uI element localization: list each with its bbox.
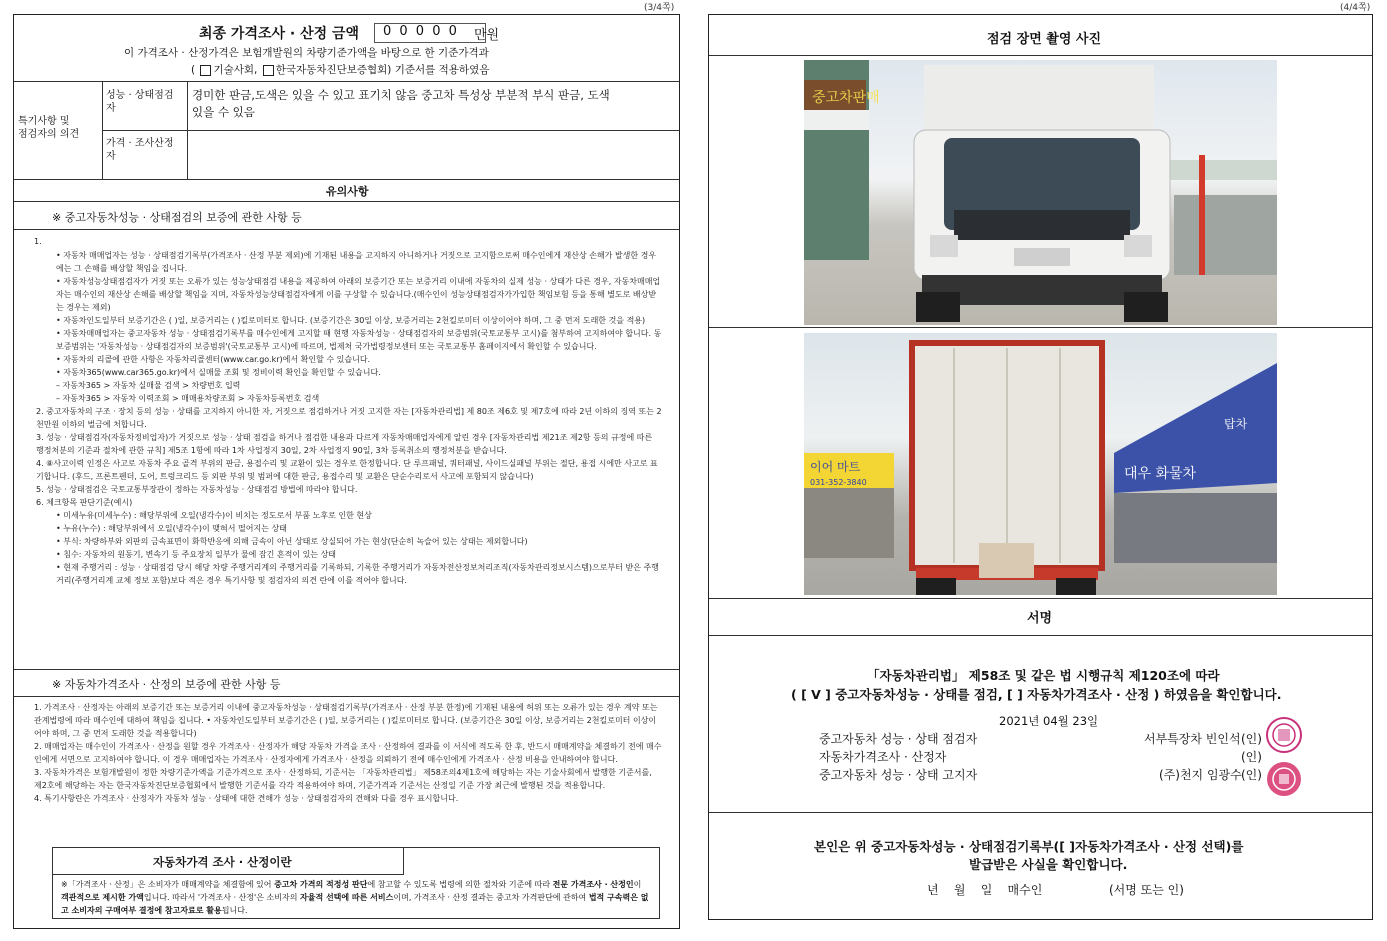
list-item: 1.	[34, 237, 42, 246]
left-page	[13, 14, 680, 929]
notice-title: 유의사항	[326, 185, 369, 198]
page-number-left: (3/4쪽)	[644, 3, 675, 13]
front-photo-svg	[804, 60, 1277, 325]
appraiser-opinion[interactable]	[192, 137, 672, 175]
list-item: • 자동차성능상태점검자가 거짓 또는 오류가 있는 성능상태점검 내용을 제공하여 아래의 보증기간 또는 보증거리 이내에 자동차의 실제 성능 · 상태가 다른 경우, 자동차매매업자는 매수인의 재산상 손해를 배상할 책임을 지며, 자동차성능상태점검자에게 이를 구상할 수 있습니다.(매수인이 성능상태점검자가가입한 책임보험 등을 통해 별도로 배상받는 경우는 제외)	[56, 277, 661, 312]
final-amount-label: 최종 가격조사 · 산정 금액	[199, 26, 360, 42]
list-item: 4. ⑧사고이력 인정은 사고로 자동차 주요 골격 부위의 판금, 용접수리 및 교환이 있는 경우로 한정합니다. 단 루프패널, 쿼터패널, 사이드실패널 부위는 절단, 용접 시에만 사고로 표기합니다. (후드, 프론트펜더, 도어, 트렁크리드 등 외판 부위 및 범퍼에 대한 판금, 용접수리 및 교환은 단순수리로서 사고에 포함되지 않습니다)	[36, 459, 658, 481]
appraisal-info-box	[52, 847, 660, 919]
list-item: 3. 성능 · 상태점검자(자동차정비업자)가 거짓으로 성능 · 상태 점검을 하거나 점검한 내용과 다르게 자동차매매업자에게 알린 경우 [자동차관리법 제21조 제2항 등의 규정에 따른 행정처분의 기준과 절차에 관한 규칙] 제5조 1항에 따라 1차 사업정지 30일, 2차 사업정지 90일, 3차 등록취소의 행정처분을 받습니다.	[36, 433, 653, 455]
checkbox-technician-society[interactable]	[200, 65, 211, 76]
role-notifier: 중고자동차 성능 · 상태 고지자	[819, 768, 978, 782]
rear-sign-1: 이어 마트	[810, 460, 861, 474]
final-amount-value: 0 0 0 0 0	[383, 24, 459, 39]
section2-list	[34, 701, 662, 805]
list-item: 5. 성능 · 상태점검은 국토교통부장관이 정하는 자동차성능 · 상태점검 방법에 따라야 합니다.	[36, 485, 358, 494]
rear-sign-2: 031-352-3840	[810, 478, 867, 487]
buyer-signature[interactable]: (서명 또는 인)	[1109, 883, 1184, 897]
seal-notifier[interactable]: (인)	[1241, 768, 1262, 782]
list-item: • 자동차매매업자는 중고자동차 성능 · 상태점검기록부를 매수인에게 고지할 때 현행 자동차성능 · 상태점검자의 보증범위(국토교통부 고시)를 첨부하여 고지하여야 합니다. 동 보증범위는 '자동차성능 · 상태점검자의 보증범위'(국토교통부 고시)에 따르며, 법제처 국가법령정보센터 또는 국토교통부 홈페이지에서 확인할 수 있습니다.	[56, 329, 662, 351]
sign-date: 2021년 04월 23일	[999, 714, 1099, 728]
seal-stamp-icon	[1264, 759, 1304, 799]
list-item: • 자동차의 리콜에 관한 사항은 자동차리콜센터(www.car.go.kr)에서 확인할 수 있습니다.	[56, 355, 371, 364]
photo-section-title: 점검 장면 촬영 사진	[987, 32, 1102, 47]
rear-photo-svg	[804, 333, 1277, 595]
final-amount-unit: 만원	[474, 28, 500, 43]
appraisal-info-title-cell	[53, 848, 404, 875]
list-item: • 자동차365(www.car365.go.kr)에서 실매물 조회 및 정비이력 확인을 확인할 수 있습니다. – 자동차365 > 자동차 실매물 검색 > 차량번호 입력 – 자동차365 > 자동차 이력조회 > 매매용차량조회 > 자동차등록번호 검색	[56, 368, 381, 403]
list-item: • 침수: 자동차의 원동기, 변속기 등 주요장치 일부가 물에 잠긴 흔적이 있는 상태	[56, 550, 337, 559]
list-item: • 자동차인도일부터 보증기간은 ( )일, 보증거리는 ( )킬로미터로 합니다. (보증기간은 30일 이상, 보증거리는 2천킬로미터 이상이어야 하며, 그 중 먼저 도래한 것을 적용)	[56, 316, 646, 325]
buyer-line: 년 월 일 매수인	[927, 883, 1043, 897]
rear-sign-4: 탑차	[1224, 417, 1248, 431]
list-item: • 현재 주행거리 : 성능 · 상태점검 당시 해당 차량 주행거리계의 주행거리를 기록하되, 기록한 주행거리가 자동차전산정보처리조직(자동차관리정보시스템)으로부터 받은 주행거리(주행거리계 교체 정보 포함)보다 적은 경우 특기사항 및 점검자의 의견 란에 이를 적어야 합니다.	[56, 563, 659, 585]
seal-appraiser[interactable]: (인)	[1241, 750, 1262, 764]
list-item: 1. 가격조사 · 산정자는 아래의 보증기간 또는 보증거리 이내에 중고자동차성능 · 상태점검기록부(가격조사 · 산정 부분 한정)에 기재된 내용에 허위 또는 오류가 있는 경우 계약 또는 관계법령에 따라 매수인에 대하여 책임을 집니다. • 자동차인도일부터 보증기간은 ( )일, 보증거리는 ( )킬로미터로 합니다. (보증기간은 30일 이상, 보증거리는 2천킬로미터 이상이어야 하며, 그 중 먼저 도래한 것을 적용합니다)	[34, 703, 658, 738]
basis-line-2: ( 기술사회, 한국자동차진단보증협회) 기준서를 적용하였음	[191, 64, 490, 76]
rear-truck-photo	[804, 333, 1277, 595]
appraiser-label: 가격 · 조사산정 자	[106, 138, 174, 162]
list-item: 2. 중고자동차의 구조 · 장치 등의 성능 · 상태를 고지하지 아니한 자, 거짓으로 점검하거나 거짓 고지한 자는 [자동차관리법] 제 80조 제6호 및 제7호에 따라 2년 이하의 징역 또는 2천만원 이하의 벌금에 처합니다.	[36, 407, 662, 429]
name-notifier: (주)천지 임광수	[1159, 768, 1242, 782]
law-line-1: 「자동차관리법」 제58조 및 같은 법 시행규칙 제120조에 따라	[867, 668, 1220, 683]
role-appraiser: 자동차가격조사 · 산정자	[819, 750, 947, 764]
list-item: • 부식: 차량하부와 외판의 금속표면이 화학반응에 의해 금속이 아닌 상태로 상실되어 가는 현상(단순히 녹슬어 있는 상태는 제외합니다)	[56, 537, 528, 546]
basis-line-1: 이 가격조사 · 산정가격은 보험개발원의 차량기준가액을 바탕으로 한 기준가격과	[124, 47, 489, 59]
page-number-right: (4/4쪽)	[1340, 3, 1371, 13]
section1-title: ※ 중고자동차성능 · 상태점검의 보증에 관한 사항 등	[52, 211, 302, 224]
seal-inspector[interactable]: (인)	[1241, 732, 1262, 746]
section2-title: ※ 자동차가격조사 · 산정의 보증에 관한 사항 등	[52, 678, 281, 691]
special-notes-label: 특기사항 및 점검자의 의견	[18, 116, 80, 140]
list-item: 3. 자동차가격은 보험개발원이 정한 차량기준가액을 기준가격으로 조사 · 산정하되, 기준서는 「자동차관리법」 제58조의4제1호에 해당하는 자는 기술사회에서 발행한 기준서를, 제2호에 해당하는 자는 한국자동차진단보증협회에서 발행한 기준서를 각각 적용하여야 하며, 기준가격과 기준서는 산정일 기준 가장 최근에 발행된 것을 적용합니다.	[34, 768, 652, 790]
right-page	[708, 14, 1373, 920]
inspector-label: 성능 · 상태점검 자	[106, 90, 174, 114]
final-amount-box[interactable]	[374, 23, 486, 43]
front-truck-photo	[804, 60, 1277, 325]
list-item: 6. 체크항목 판단기준(예시)	[36, 498, 133, 507]
section1-list	[34, 235, 662, 587]
list-item: 4. 특기사항란은 가격조사 · 산정자가 자동차 성능 · 상태에 대한 견해가 성능 · 상태점검자의 견해와 다를 경우 표시합니다.	[34, 794, 459, 803]
name-inspector: 서부특장차 빈인석	[1144, 732, 1241, 746]
signature-section-title: 서명	[1027, 611, 1053, 626]
confirm-line-1: 본인은 위 중고자동차성능 · 상태점검기록부([ ]자동차가격조사 · 산정 선택)를	[814, 839, 1244, 854]
confirm-line-2: 발급받은 사실을 확인합니다.	[969, 857, 1128, 872]
appraisal-info-text: ※「가격조사 · 산정」은 소비자가 매매계약을 체결함에 있어 중고차 가격의 적정성 판단에 참고할 수 있도록 법령에 의한 절차와 기준에 따라 전문 가격조사 · 산정인이 객관적으로 제시한 가액입니다. 따라서 '가격조사 · 산정'은 소비자의 자율적 선택에 따른 서비스이며, 가격조사 · 산정 결과는 중고차 가격판단에 관하여 법적 구속력은 없고 소비자의 구매여부 결정에 참고자료로 활용됩니다.	[61, 880, 649, 915]
law-line-2: ( [ V ] 중고자동차성능 · 상태를 점검, [ ] 자동차가격조사 · 산정 ) 하였음을 확인합니다.	[791, 687, 1282, 702]
front-sign-text: 중고차판매	[812, 90, 880, 106]
list-item: 2. 매매업자는 매수인이 가격조사 · 산정을 원할 경우 가격조사 · 산정자가 해당 자동차 가격을 조사 · 산정하여 결과를 이 서식에 적도록 한 후, 반드시 매매계약을 체결하기 전에 매수인에게 서면으로 고지하여야 합니다. 이 경우 매매업자는 가격조사 · 산정자에게 가격조사 · 산정을 의뢰하기 전에 매수인에게 가격조사 · 산정 비용을 안내하여야 합니다.	[34, 742, 662, 764]
list-item: • 누유(누수) : 해당부위에서 오일(냉각수)이 맺혀서 떨어지는 상태	[56, 524, 287, 533]
rear-sign-3: 대우 화물차	[1124, 466, 1197, 482]
checkbox-kaida[interactable]	[263, 65, 274, 76]
list-item: • 미세누유(미세누수) : 해당부위에 오일(냉각수)이 비치는 정도로서 부품 노후로 인한 현상	[56, 511, 372, 520]
seal-stamp-icon	[1264, 715, 1304, 755]
list-item: • 자동차 매매업자는 성능 · 상태점검기록부(가격조사 · 산정 부분 제외)에 기재된 내용을 고지하지 아니하거나 거짓으로 고지함으로써 매수인에게 재산상 손해가 발생한 경우에는 그 손해를 배상할 책임을 집니다.	[56, 251, 657, 273]
appraisal-info-title: 자동차가격 조사 · 산정이란	[153, 855, 292, 869]
role-inspector: 중고자동차 성능 · 상태 점검자	[819, 732, 978, 746]
inspector-opinion: 경미한 판금,도색은 있을 수 있고 표기치 않음 중고차 특성상 부분적 부식 판금, 도색 있을 수 있음	[192, 88, 610, 119]
